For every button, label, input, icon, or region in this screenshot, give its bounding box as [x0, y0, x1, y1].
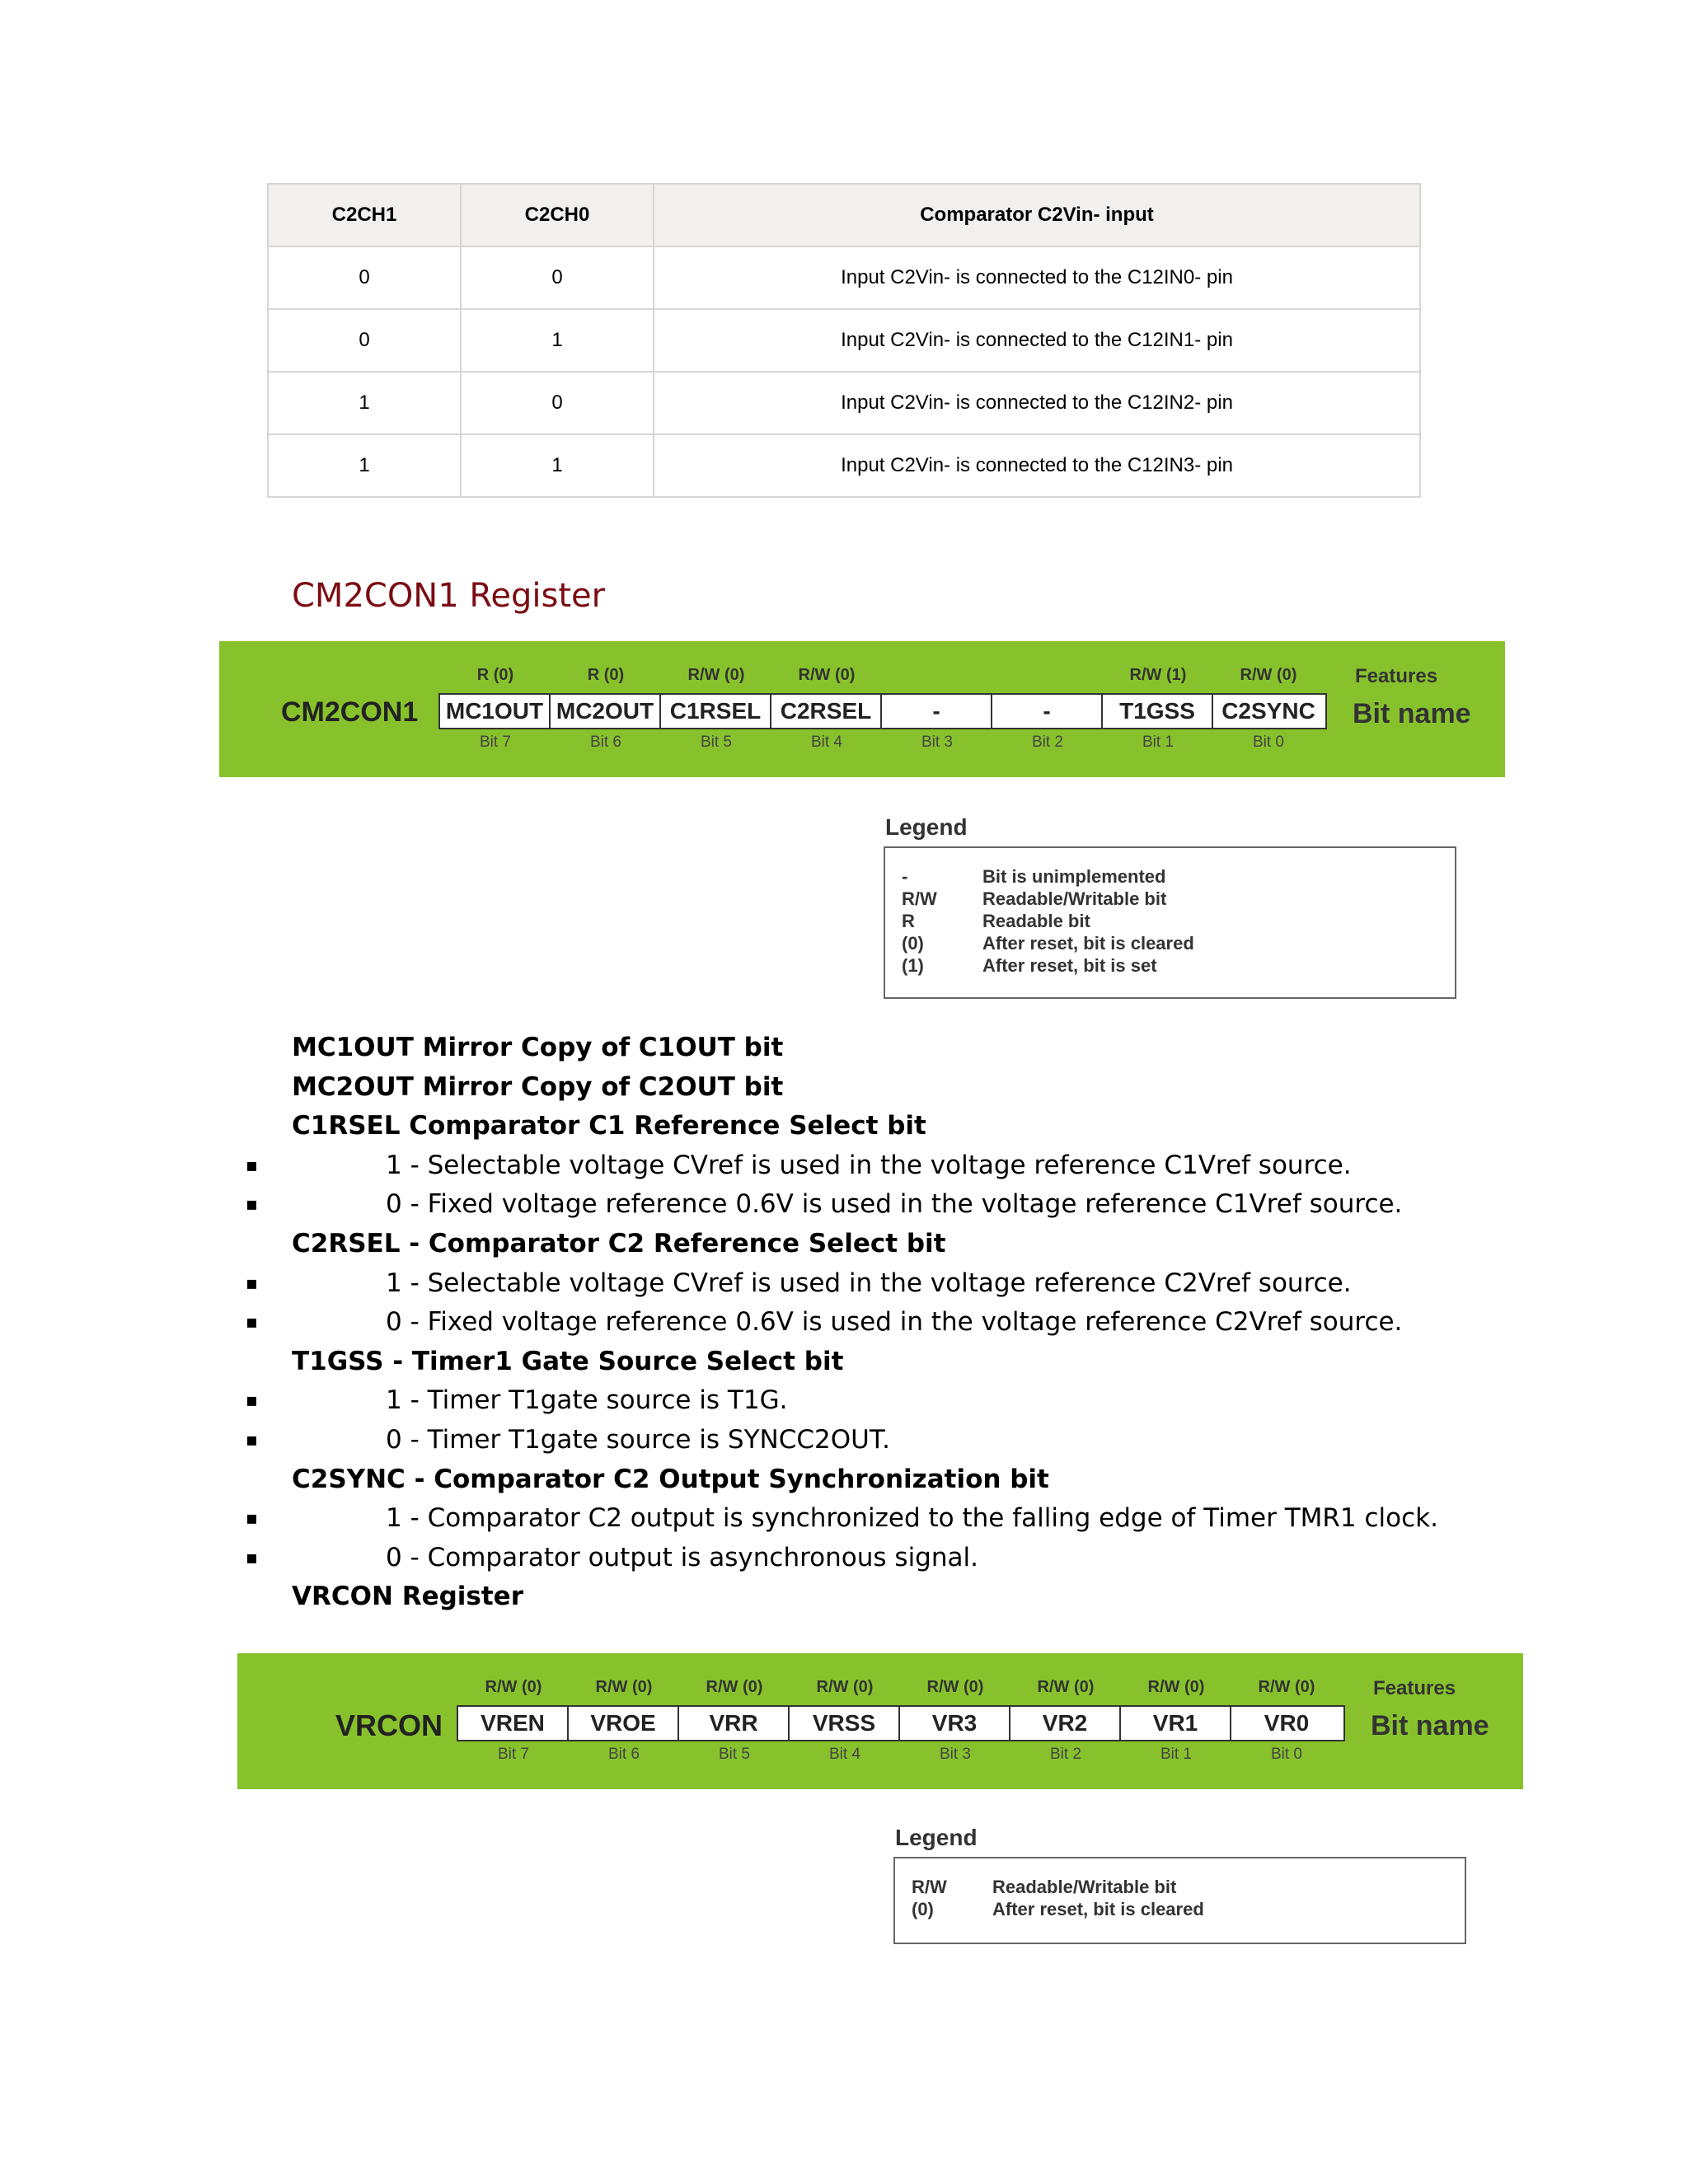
table-cell: Input C2Vin- is connected to the C12IN0- pin [654, 246, 1420, 309]
bit-heading: C1RSEL Comparator C1 Reference Select bit [292, 1111, 926, 1141]
bit-number: Bit 3 [939, 1746, 972, 1763]
list-item [239, 1146, 1438, 1186]
bit-heading: T1GSS - Timer1 Gate Source Select bit [292, 1346, 844, 1376]
list-item [239, 1381, 1438, 1421]
bit-cell: C1RSEL [661, 695, 771, 728]
table-cell: Input C2Vin- is connected to the C12IN2- pin [654, 372, 1420, 434]
legend-description: Bit is unimplemented [982, 866, 1166, 887]
list-item [239, 1421, 1438, 1460]
bit-cell: T1GSS [1103, 695, 1213, 728]
table-row [268, 246, 1420, 309]
list-item [239, 1499, 1438, 1539]
bit-cell: VROE [569, 1707, 679, 1740]
bit-field-row [438, 693, 1327, 729]
legend-title: Legend [885, 814, 968, 840]
bit-access: R/W (0) [1147, 1678, 1205, 1696]
legend-symbol: (0) [902, 933, 924, 954]
bit-access: R/W (0) [798, 666, 856, 684]
bit-number: Bit 5 [718, 1746, 751, 1763]
table-cell: 0 [461, 246, 654, 309]
bit-heading: VRCON Register [292, 1582, 523, 1612]
bit-access: R (0) [476, 666, 514, 684]
table-cell: Input C2Vin- is connected to the C12IN3- pin [654, 434, 1420, 497]
legend-symbol: R [902, 911, 915, 931]
bit-number: Bit 7 [497, 1746, 530, 1763]
list-item-text: 1 - Comparator C2 output is synchronized to the falling edge of Timer TMR1 clock. [386, 1503, 1438, 1534]
table-cell: 0 [268, 246, 461, 309]
legend-description: After reset, bit is cleared [982, 933, 1194, 954]
bit-field-row [457, 1705, 1345, 1741]
bit-number: Bit 2 [1049, 1746, 1082, 1763]
list-item-text: 1 - Selectable voltage CVref is used in the voltage reference C2Vref source. [386, 1268, 1352, 1298]
register-name: CM2CON1 [281, 696, 419, 728]
bit-cell: MC1OUT [440, 695, 551, 728]
list-item-text: 1 - Timer T1gate source is T1G. [386, 1385, 788, 1416]
bullet-icon: ▪ [246, 1508, 258, 1530]
bit-cell: VR0 [1264, 1710, 1310, 1736]
bit-name-label: Bit name [1353, 698, 1471, 729]
bit-heading: C2SYNC - Comparator C2 Output Synchronization bit [292, 1464, 1049, 1494]
bit-access: R/W (0) [687, 666, 745, 684]
legend-symbol: - [902, 866, 908, 887]
table-header-cell: C2CH0 [461, 184, 654, 246]
bit-heading: MC1OUT Mirror Copy of C1OUT bit [292, 1033, 784, 1062]
bit-cell: VR1 [1121, 1707, 1231, 1740]
bit-access: R/W (0) [1258, 1678, 1315, 1696]
vrcon-register-band [237, 1653, 1523, 1789]
list-item-text: 1 - Selectable voltage CVref is used in the voltage reference C1Vref source. [386, 1150, 1352, 1180]
bit-cell: VREN [458, 1707, 569, 1740]
table-cell: 0 [461, 372, 654, 434]
bit-number: Bit 3 [921, 733, 954, 751]
bit-number: Bit 4 [828, 1746, 861, 1763]
table-cell: 0 [268, 309, 461, 372]
bit-cell: VRR [679, 1707, 790, 1740]
table-row [268, 434, 1420, 497]
bit-number: Bit 1 [1160, 1746, 1193, 1763]
list-item-text: 0 - Fixed voltage reference 0.6V is used in the voltage reference C1Vref source. [386, 1189, 1403, 1220]
legend-description: After reset, bit is set [982, 955, 1157, 976]
legend-symbol: (0) [912, 1899, 934, 1919]
list-item-text: 0 - Comparator output is asynchronous signal. [386, 1542, 978, 1572]
legend-symbol: (1) [902, 955, 924, 976]
table-header-cell: Comparator C2Vin- input [654, 184, 1420, 246]
register-name: VRCON [335, 1708, 443, 1742]
bit-heading: MC2OUT Mirror Copy of C2OUT bit [292, 1071, 784, 1102]
legend-symbol: R/W [902, 888, 937, 909]
bullet-icon: ▪ [246, 1155, 258, 1176]
table-cell: 1 [268, 434, 461, 497]
bit-heading: C2RSEL - Comparator C2 Reference Select bit [292, 1228, 946, 1258]
bit-access: R/W (0) [1240, 666, 1297, 684]
table-cell: 1 [461, 309, 654, 372]
bit-cell: VRSS [790, 1707, 900, 1740]
bit-number: Bit 1 [1142, 733, 1175, 751]
table-row [268, 309, 1420, 372]
bit-cell: MC2OUT [551, 695, 661, 728]
bit-number: Bit 2 [1031, 733, 1064, 751]
list-item [239, 1185, 1438, 1225]
bullet-icon: ▪ [246, 1429, 258, 1451]
table-cell: 1 [268, 372, 461, 434]
list-item [239, 1539, 1438, 1578]
legend-description: Readable/Writable bit [982, 888, 1167, 909]
list-item [239, 1303, 1438, 1343]
legend-box [893, 1857, 1466, 1944]
list-item-text: 0 - Timer T1gate source is SYNCC2OUT. [386, 1424, 890, 1455]
list-item [239, 1264, 1438, 1304]
legend-description: After reset, bit is cleared [992, 1899, 1204, 1919]
section-title: CM2CON1 Register [292, 577, 606, 615]
table-header-row [268, 184, 1420, 246]
bit-cell: - [882, 695, 992, 728]
bit-access: R/W (0) [1037, 1678, 1095, 1696]
bit-cell: VR3 [900, 1707, 1010, 1740]
bullet-icon: ▪ [246, 1390, 258, 1412]
bit-number: Bit 0 [1252, 733, 1285, 751]
cm2con1-register-band [219, 641, 1505, 777]
bullet-icon: ▪ [246, 1547, 258, 1568]
bit-access: R/W (0) [485, 1678, 542, 1696]
bit-cell: C2SYNC [1221, 698, 1315, 724]
bit-access: R/W (1) [1129, 666, 1187, 684]
bit-access: R (0) [587, 666, 625, 684]
legend-description: Readable/Writable bit [992, 1877, 1177, 1897]
bit-access: R/W (0) [926, 1678, 984, 1696]
bullet-icon: ▪ [246, 1272, 258, 1294]
bit-cell: VR2 [1010, 1707, 1121, 1740]
legend-symbol: R/W [912, 1877, 947, 1897]
bit-number: Bit 0 [1270, 1746, 1303, 1763]
features-label: Features [1355, 665, 1438, 687]
bit-number: Bit 6 [589, 733, 622, 751]
bit-number: Bit 5 [700, 733, 733, 751]
table-cell: 1 [461, 434, 654, 497]
table-cell: Input C2Vin- is connected to the C12IN1- pin [654, 309, 1420, 372]
bit-description-list [239, 1029, 1438, 1617]
legend-box [884, 846, 1456, 999]
bit-cell: - [992, 695, 1103, 728]
bit-name-label: Bit name [1371, 1710, 1489, 1741]
bullet-icon: ▪ [246, 1312, 258, 1333]
features-label: Features [1373, 1677, 1456, 1699]
channel-select-table [267, 183, 1421, 498]
legend-description: Readable bit [982, 911, 1090, 931]
bullet-icon: ▪ [246, 1194, 258, 1216]
bit-access: R/W (0) [706, 1678, 763, 1696]
table-header-cell: C2CH1 [268, 184, 461, 246]
bit-number: Bit 6 [607, 1746, 640, 1763]
bit-access: R/W (0) [595, 1678, 653, 1696]
bit-number: Bit 4 [810, 733, 843, 751]
bit-cell: C2RSEL [771, 695, 882, 728]
bit-number: Bit 7 [479, 733, 512, 751]
legend-title: Legend [895, 1825, 978, 1850]
bit-access: R/W (0) [816, 1678, 874, 1696]
list-item-text: 0 - Fixed voltage reference 0.6V is used in the voltage reference C2Vref source. [386, 1307, 1403, 1338]
table-row [268, 372, 1420, 434]
